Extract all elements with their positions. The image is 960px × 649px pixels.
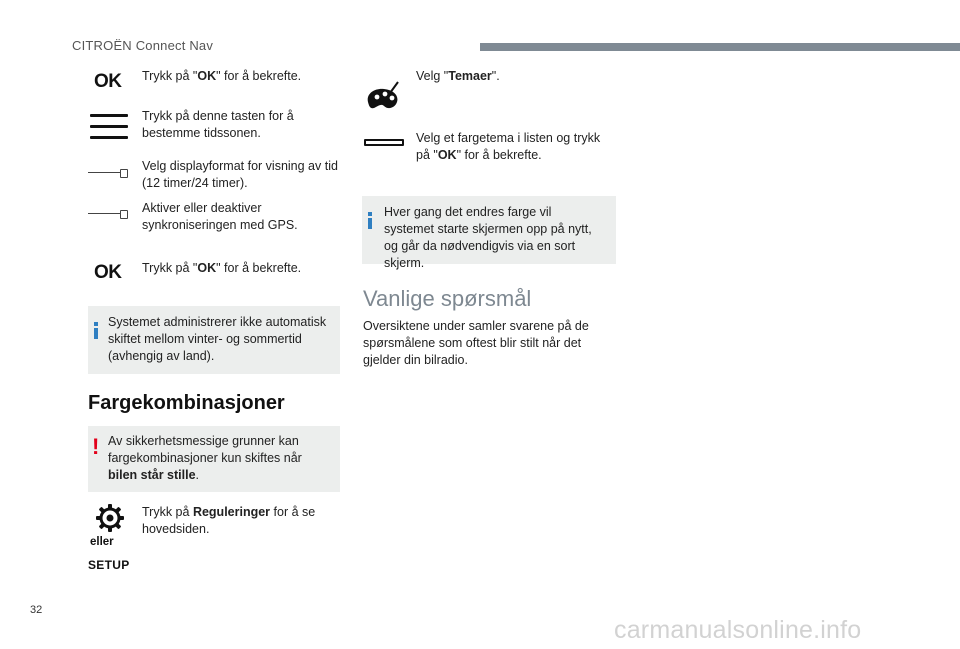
slider-line-icon bbox=[88, 172, 128, 173]
list-item-icon bbox=[364, 139, 404, 146]
info-icon bbox=[368, 212, 372, 229]
step-choose-color-theme: Velg et fargetema i listen og trykk på "OK" for å bekrefte. bbox=[416, 131, 601, 162]
ok-icon: OK bbox=[94, 71, 122, 92]
slider-line-icon bbox=[88, 213, 128, 214]
step-select-themes: Velg "Temaer". bbox=[416, 69, 500, 83]
step-gps-sync: Aktiver eller deaktiver synkroniseringen med GPS. bbox=[142, 201, 298, 232]
info-box-daylight-saving: Systemet administrerer ikke automatisk skiftet mellom vinter- og sommertid (avhengig av land). bbox=[88, 306, 340, 374]
step-reguleringer: Trykk på Reguleringer for å se hovedsiden. bbox=[142, 505, 316, 536]
step-time-format: Velg displayformat for visning av tid (12 timer/24 timer). bbox=[142, 159, 338, 190]
menu-icon bbox=[90, 114, 128, 147]
warning-box-safety: ! Av sikkerhetsmessige grunner kan fargekombinasjoner kun skiftes når bilen står stille. bbox=[88, 426, 340, 492]
watermark: carmanualsonline.info bbox=[614, 616, 862, 644]
gear-icon bbox=[96, 504, 124, 532]
info-icon bbox=[94, 322, 98, 339]
page-number: 32 bbox=[30, 604, 43, 616]
faq-intro-text: Oversiktene under samler svarene på de spørsmålene som oftest blir stilt når det gjelder din bilradio. bbox=[363, 319, 589, 367]
section-title-colors: Fargekombinasjoner bbox=[88, 392, 285, 414]
header-bar bbox=[480, 43, 960, 51]
step-confirm-ok: Trykk på "OK" for å bekrefte. bbox=[142, 261, 302, 275]
warning-icon: ! bbox=[92, 434, 100, 459]
section-title-faq: Vanlige spørsmål bbox=[363, 286, 532, 311]
setup-button-label: SETUP bbox=[88, 558, 130, 572]
step-confirm-ok: Trykk på "OK" for å bekrefte. bbox=[142, 69, 302, 83]
manual-header-title: CITROËN Connect Nav bbox=[72, 38, 214, 53]
eller-label: eller bbox=[90, 536, 114, 548]
palette-icon bbox=[364, 80, 402, 112]
step-timezone: Trykk på denne tasten for å bestemme tidssonen. bbox=[142, 109, 294, 140]
info-box-color-restart: Hver gang det endres farge vil systemet starte skjermen opp på nytt, og går da nødvendigvis via en sort skjerm. bbox=[362, 196, 616, 264]
ok-icon: OK bbox=[94, 262, 122, 283]
